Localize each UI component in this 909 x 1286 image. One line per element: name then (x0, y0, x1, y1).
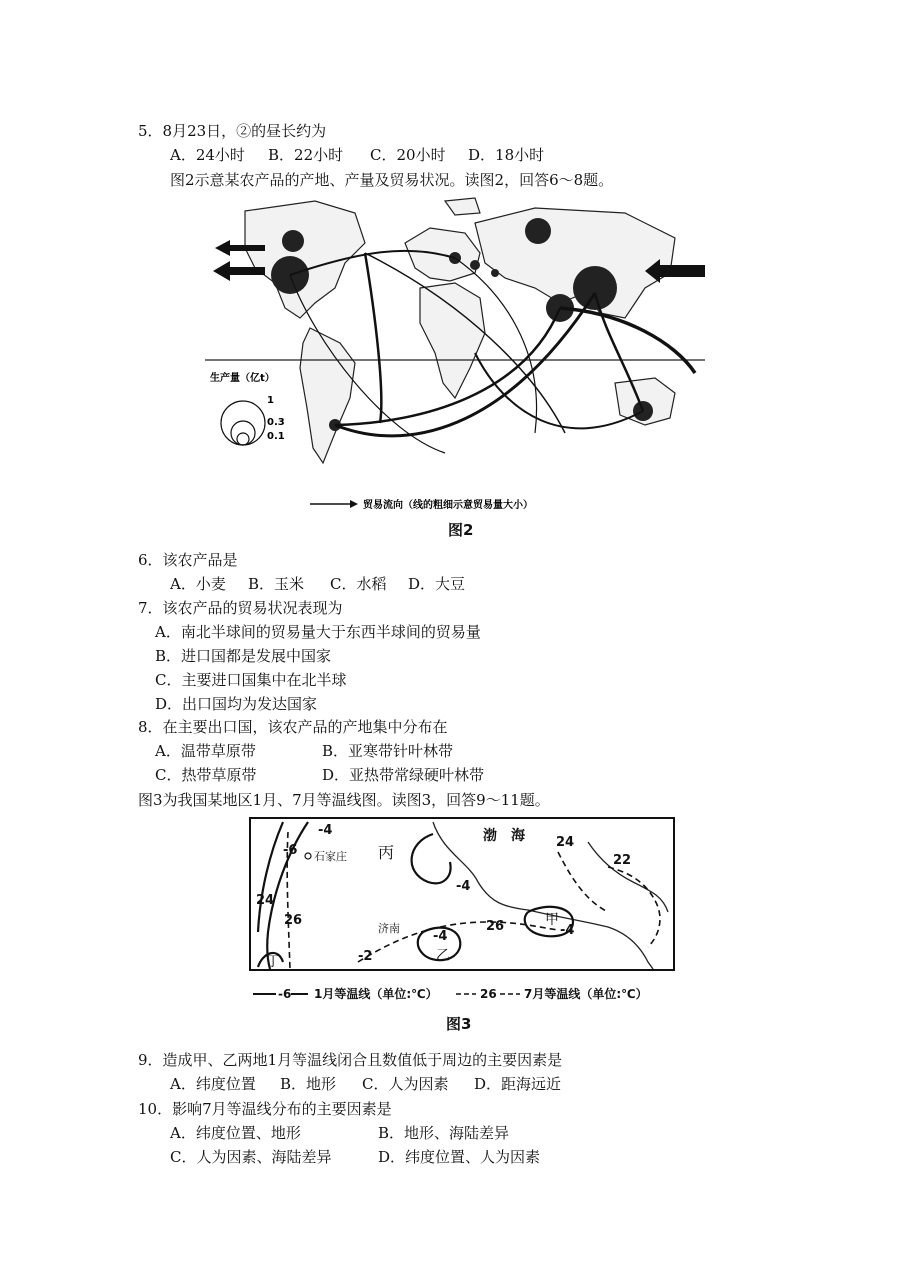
fig3-label-bing: 丙 (378, 843, 395, 862)
fig2-trade-legend: 贸易流向（线的粗细示意贸易量大小） (363, 500, 533, 511)
fig3-isotherm-jul-24-east: 24 (556, 835, 575, 850)
q7-stem: 7．该农产品的贸易状况表现为 (138, 599, 343, 617)
fig3-isotherm-jan-neg4-bohai: -4 (456, 879, 471, 894)
fig3-legend-jan: 1月等温线（单位:℃） (314, 987, 438, 1001)
q7-option-c: C．主要进口国集中在北半球 (155, 671, 347, 689)
fig3-legend-jul-value: 26 (480, 987, 497, 1001)
q10-option-d: D．纬度位置、人为因素 (378, 1148, 541, 1166)
q10-option-a: A．纬度位置、地形 (170, 1124, 301, 1142)
fig3-label-jia: 甲 (545, 912, 559, 928)
fig3-isotherm-jan-neg2: -2 (358, 949, 373, 964)
fig3-label-shijiazhuang: 石家庄 (314, 850, 347, 863)
q7-option-d: D．出口国均为发达国家 (155, 695, 318, 713)
fig3-isotherm-jan-neg4-yi: -4 (433, 929, 448, 944)
fig3-isotherm-jan-neg4: -4 (318, 823, 333, 838)
fig3-caption: 图3 (446, 1015, 472, 1033)
q9-option-b: B．地形 (280, 1075, 337, 1093)
q8-stem: 8．在主要出口国，该农产品的产地集中分布在 (138, 718, 448, 736)
q5-stem: 5．8月23日，②的昼长约为 (138, 122, 327, 140)
q9-option-d: D．距海远近 (474, 1075, 562, 1093)
fig3-isotherm-jul-26: 26 (284, 913, 303, 928)
fig3-label-ding: 丁 (266, 954, 280, 970)
fig2-legend-value-3: 0.1 (267, 431, 285, 442)
q6-stem: 6．该农产品是 (138, 551, 238, 569)
q5-option-b: B．22小时 (268, 146, 344, 164)
q7-option-a: A．南北半球间的贸易量大于东西半球间的贸易量 (155, 623, 481, 641)
fig2-legend-title: 生产量（亿t） (210, 373, 275, 384)
fig3-isotherm-jul-26-east: 26 (486, 919, 505, 934)
fig3-isotherm-jul-22: 22 (613, 853, 632, 868)
fig2-legend-value-2: 0.3 (267, 417, 285, 428)
fig2-caption: 图2 (448, 521, 474, 539)
q9-option-a: A．纬度位置 (170, 1075, 256, 1093)
fig3-label-yi: 乙 (436, 948, 450, 964)
fig3-label-jinan: 济南 (378, 922, 400, 935)
q5-option-a: A．24小时 (170, 146, 245, 164)
q10-option-b: B．地形、海陆差异 (378, 1124, 510, 1142)
figure-2-world-map (205, 193, 705, 511)
q9-stem: 9．造成甲、乙两地1月等温线闭合且数值低于周边的主要因素是 (138, 1051, 563, 1069)
fig3-label-bohai: 渤 海 (483, 828, 525, 844)
fig2-intro: 图2示意某农产品的产地、产量及贸易状况。读图2，回答6～8题。 (170, 171, 614, 189)
q8-option-a: A．温带草原带 (155, 742, 256, 760)
fig3-isotherm-jul-24: 24 (256, 893, 275, 908)
fig3-intro: 图3为我国某地区1月、7月等温线图。读图3，回答9～11题。 (138, 791, 550, 809)
fig2-legend-value-1: 1 (267, 395, 274, 406)
q8-option-d: D．亚热带常绿硬叶林带 (322, 766, 485, 784)
q7-option-b: B．进口国都是发展中国家 (155, 647, 332, 665)
q8-option-b: B．亚寒带针叶林带 (322, 742, 454, 760)
q5-option-d: D．18小时 (468, 146, 545, 164)
q9-option-c: C．人为因素 (362, 1075, 449, 1093)
fig3-legend-jul: 7月等温线（单位:℃） (524, 987, 648, 1001)
q8-option-c: C．热带草原带 (155, 766, 257, 784)
figure-3-isotherm-map (228, 812, 680, 1007)
q10-option-c: C．人为因素、海陆差异 (170, 1148, 332, 1166)
q5-option-c: C．20小时 (370, 146, 446, 164)
q10-stem: 10．影响7月等温线分布的主要因素是 (138, 1100, 392, 1118)
fig3-legend-jan-value: -6 (278, 987, 292, 1001)
fig3-isotherm-jan-neg4-jia: -4 (560, 923, 575, 938)
q6-option-d: D．大豆 (408, 575, 466, 593)
q6-option-c: C．水稻 (330, 575, 387, 593)
q6-option-b: B．玉米 (248, 575, 305, 593)
q6-option-a: A．小麦 (170, 575, 226, 593)
fig3-isotherm-jan-neg6: -6 (283, 843, 298, 858)
